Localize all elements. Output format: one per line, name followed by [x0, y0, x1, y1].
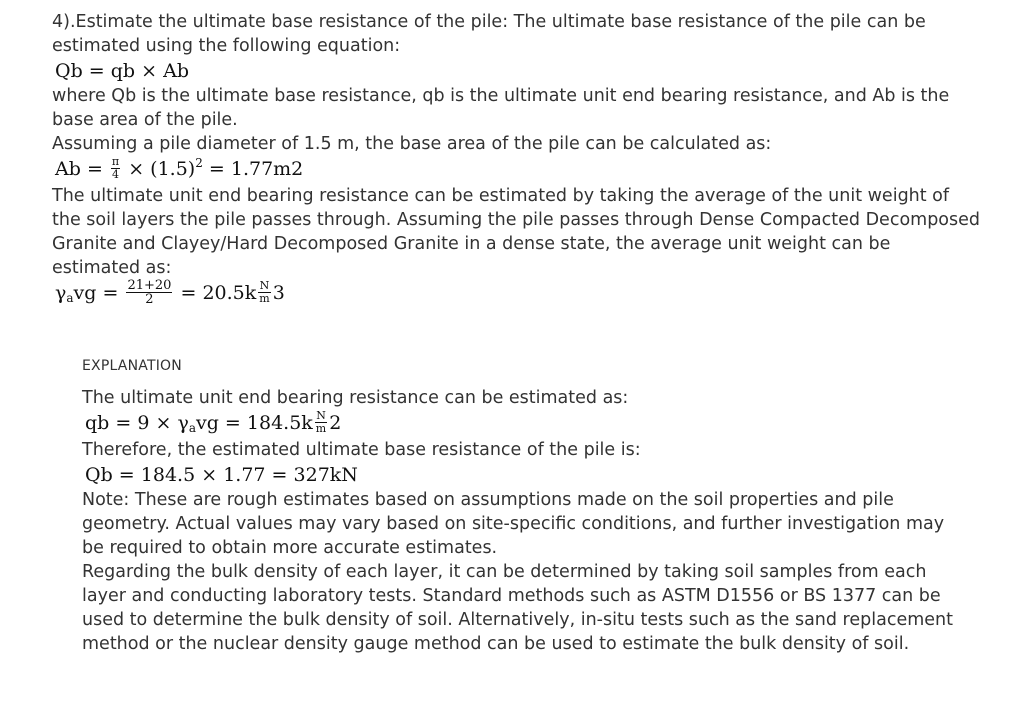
eq2-frac-num: π [111, 154, 120, 168]
eq2-lhs: Ab [55, 158, 81, 180]
where-definition-text: where Qb is the ultimate base resistance, qb is the ultimate unit end bearing resistance, and Ab is the base area of the pile. [52, 86, 950, 130]
eq2-base: (1.5) [150, 158, 196, 180]
eq4-k: 9 [137, 412, 150, 434]
note-paragraph: Note: These are rough estimates based on assumptions made on the soil properties and pile geometry. Actual values may vary based on site-specific conditions, and further investigation may be required to obtain more accurate estimates. [82, 490, 945, 558]
eq3-unit-fraction [258, 280, 270, 305]
eq1-op: = [88, 60, 105, 82]
eq4-sub: a [188, 421, 196, 435]
eq2-result: 1.77m2 [230, 158, 304, 180]
eq5-result: 327kN [293, 464, 358, 486]
equation-base-area [55, 156, 982, 184]
eq4-unit-num: N [316, 408, 326, 422]
eq3-frac-num: 21+20 [127, 277, 172, 293]
eq1-b: Ab [163, 60, 189, 82]
eq3-op2: = [180, 282, 197, 304]
eq2-op: = [86, 158, 103, 180]
eq3-unit-num: N [259, 278, 270, 292]
eq5-op2: = [271, 464, 288, 486]
eq3-op: = [102, 282, 119, 304]
eq2-op2: = [208, 158, 225, 180]
explanation-label: EXPLANATION [82, 358, 182, 374]
eq4-unit-fraction [315, 410, 327, 435]
eq2-times: × [128, 158, 145, 180]
equation-final-resistance [85, 462, 962, 488]
eq4-unit-den: m [315, 421, 327, 435]
equation-average-unit-weight [55, 277, 982, 308]
eq1-times: × [141, 60, 158, 82]
eq3-unit-den: m [259, 291, 270, 305]
eq4-op2: = [224, 412, 241, 434]
intro-section [52, 10, 982, 308]
intro-heading-text: 4).Estimate the ultimate base resistance of the pile: The ultimate base resistance of the pile can be estimated using the following equation: [52, 12, 926, 56]
bulk-density-paragraph: Regarding the bulk density of each layer, it can be determined by taking soil samples from each layer and conducting laboratory tests. Standard methods such as ASTM D1556 or BS 1377 can be used to determine the bulk density of soil. Alternatively, in-situ tests such as the sand replacement method or the nuclear density gauge method can be used to estimate the bulk density of soil. [82, 562, 953, 654]
eq5-a: 184.5 [140, 464, 196, 486]
eq3-tail: 3 [272, 282, 285, 304]
eq3-frac-den: 2 [145, 291, 154, 307]
eq4-gamma: γ [177, 412, 189, 434]
equation-unit-end-bearing [85, 410, 962, 438]
unit-weight-text: The ultimate unit end bearing resistance can be estimated by taking the average of the unit weight of the soil layers the pile passes through. Assuming the pile passes through Dense Compacted Decomposed Granite and Clayey/Hard Decomposed Granite in a dense state, the average unit weight can be estimated as: [52, 186, 981, 278]
assume-diameter-text: Assuming a pile diameter of 1.5 m, the base area of the pile can be calculated as: [52, 134, 772, 154]
eq1-a: qb [110, 60, 136, 82]
eq2-fraction [111, 156, 120, 181]
eq3-sub: a [66, 291, 74, 305]
eq4-op: = [115, 412, 132, 434]
equation-base-resistance [55, 58, 982, 84]
eq2-exponent: 2 [195, 156, 203, 170]
eq4-tail: 2 [329, 412, 342, 434]
eq4-rest: vg [195, 412, 219, 434]
eq3-fraction [126, 279, 172, 306]
eq1-lhs: Qb [55, 60, 83, 82]
explanation-line2: Therefore, the estimated ultimate base resistance of the pile is: [82, 440, 641, 460]
eq2-frac-den: 4 [112, 167, 120, 181]
eq5-b: 1.77 [223, 464, 266, 486]
explanation-line1: The ultimate unit end bearing resistance can be estimated as: [82, 388, 629, 408]
eq3-gamma: γ [55, 282, 67, 304]
eq5-times: × [201, 464, 218, 486]
eq4-lhs: qb [85, 412, 110, 434]
eq5-op: = [118, 464, 135, 486]
eq4-times: × [155, 412, 172, 434]
explanation-section [82, 356, 962, 656]
eq4-value: 184.5k [246, 412, 313, 434]
eq3-rest: vg [73, 282, 97, 304]
eq3-value: 20.5k [202, 282, 257, 304]
eq5-lhs: Qb [85, 464, 113, 486]
